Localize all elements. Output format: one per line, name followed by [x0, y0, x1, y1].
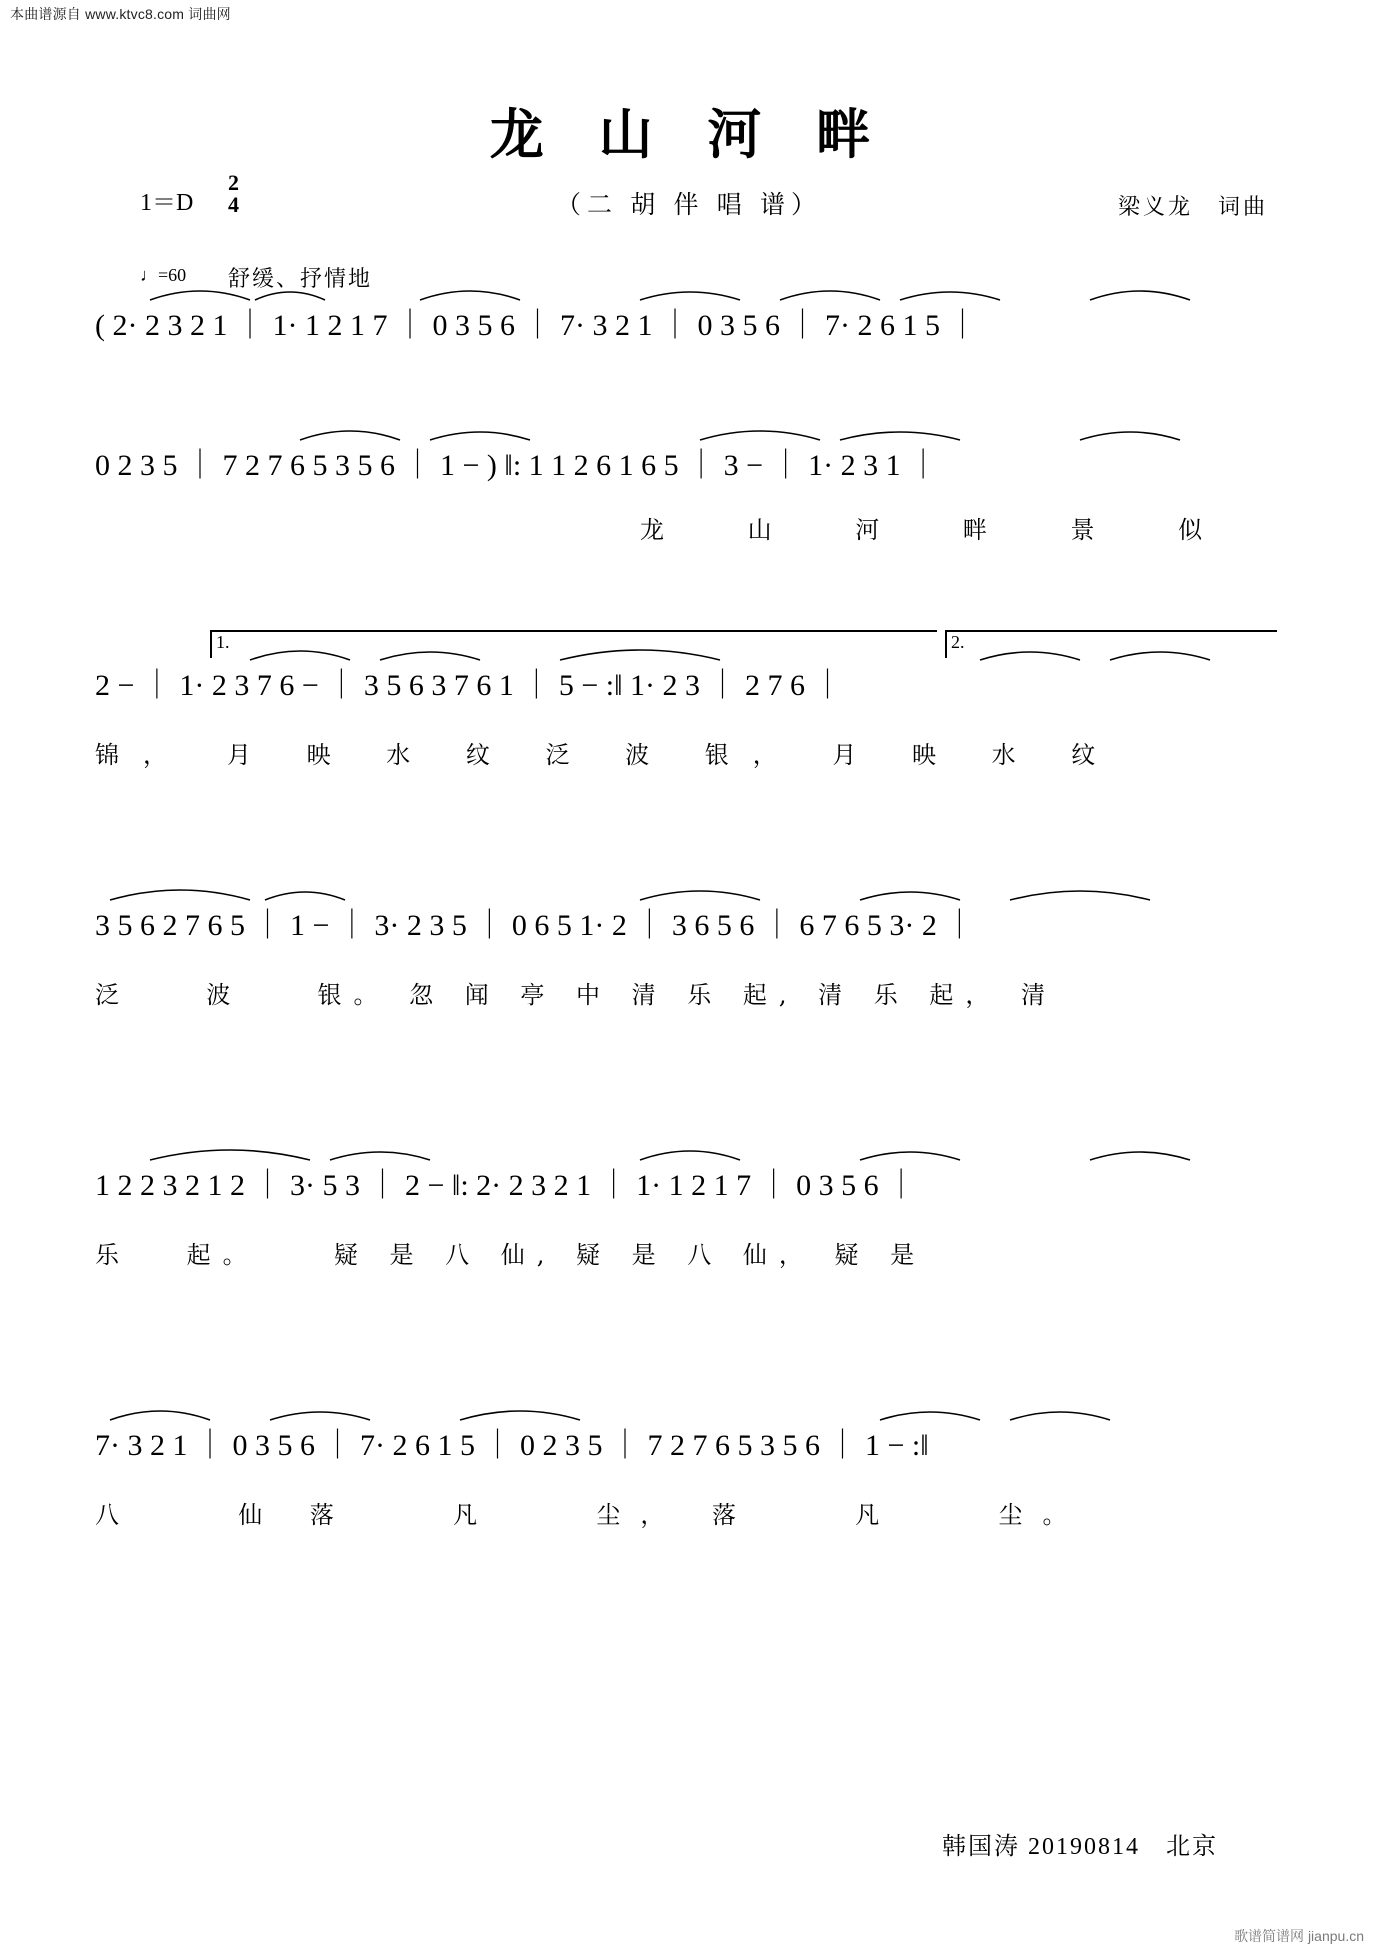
site-watermark: 歌谱简谱网 jianpu.cn — [1234, 1928, 1364, 1944]
composer-credit: 梁义龙 词曲 — [1117, 194, 1268, 219]
key-signature: 1＝D — [140, 190, 194, 216]
time-signature-numerator: 2 — [228, 170, 239, 195]
time-signature — [228, 172, 239, 216]
notes-line-3: 2 − ｜ 1· 2 3 7 6 − ｜ 3 5 6 3 7 6 1 ｜ 5 − :‖ 1· 2 3 ｜ 2 7 6 ｜ — [95, 669, 843, 702]
transcriber-credit: 韩国涛 20190814 北京 — [942, 1834, 1218, 1860]
time-signature-denominator: 4 — [228, 192, 239, 217]
music-system-3 — [0, 632, 1378, 820]
source-watermark: 本曲谱源自 www.ktvc8.com 词曲网 — [10, 6, 231, 22]
expression-marking: 舒缓、抒情地 — [228, 266, 373, 291]
music-system-1 — [0, 300, 1378, 420]
notes-line-2: 0 2 3 5 ｜ 7 2 7 6 5 3 5 6 ｜ 1 − ) ‖: 1 1 2 6 1 6 5 ｜ 3 − ｜ 1· 2 3 1 ｜ — [95, 449, 939, 482]
lyrics-line-5: 乐 起。 疑 是 八 仙, 疑 是 八 仙， 疑 是 — [95, 1241, 927, 1269]
first-ending-bracket — [210, 630, 937, 658]
music-system-4 — [0, 900, 1378, 1080]
lyrics-line-2: 龙 山 河 畔 景 似 — [640, 516, 1241, 544]
notes-line-4: 3 5 6 2 7 6 5 ｜ 1 − ｜ 3· 2 3 5 ｜ 0 6 5 1· 2 ｜ 3 6 5 6 ｜ 6 7 6 5 3· 2 ｜ — [95, 909, 975, 942]
second-ending-bracket — [945, 630, 1277, 658]
song-subtitle: （二 胡 伴 唱 谱） — [555, 192, 822, 219]
tempo-marking: ♩=60 — [140, 265, 187, 285]
first-ending-label: 1. — [216, 632, 230, 652]
lyrics-line-6: 八 仙 落 凡 尘， 落 凡 尘。 — [95, 1501, 1087, 1529]
second-ending-label: 2. — [951, 632, 965, 652]
music-system-6 — [0, 1420, 1378, 1600]
notes-line-1: ( 2· 2 3 2 1 ｜ 1· 1 2 1 7 ｜ 0 3 5 6 ｜ 7· 3 2 1 ｜ 0 3 5 6 ｜ 7· 2 6 1 5 ｜ — [95, 309, 978, 342]
notes-line-6: 7· 3 2 1 ｜ 0 3 5 6 ｜ 7· 2 6 1 5 ｜ 0 2 3 5 ｜ 7 2 7 6 5 3 5 6 ｜ 1 − :‖ — [95, 1429, 929, 1462]
notes-line-5: 1 2 2 3 2 1 2 ｜ 3· 5 3 ｜ 2 − ‖: 2· 2 3 2 1 ｜ 1· 1 2 1 7 ｜ 0 3 5 6 ｜ — [95, 1169, 917, 1202]
song-title: 龙 山 河 畔 — [489, 102, 889, 166]
music-system-2 — [0, 440, 1378, 600]
music-system-5 — [0, 1160, 1378, 1340]
lyrics-line-3: 锦， 月 映 水 纹 泛 波 银， 月 映 水 纹 — [95, 741, 1120, 769]
lyrics-line-4: 泛 波 银。 忽 闻 亭 中 清 乐 起, 清 乐 起， 清 — [95, 981, 1058, 1009]
